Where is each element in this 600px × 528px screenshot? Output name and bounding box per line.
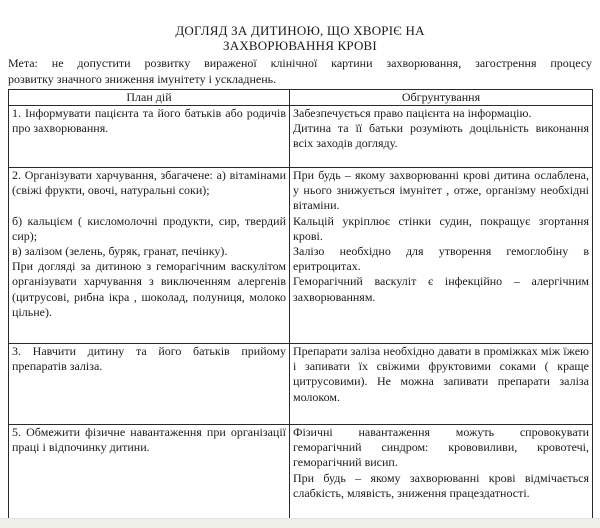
justification-cell	[290, 344, 593, 425]
cell-paragraph: Дитина та її батьки розуміють доцільність виконання всіх заходів догляду.	[293, 121, 589, 151]
column-header-justification: Обгрунтування	[290, 90, 593, 106]
cell-paragraph: 1. Інформувати пацієнта та його батьків або родичів про захворювання.	[12, 106, 286, 136]
plan-cell	[9, 168, 290, 344]
table-row	[9, 344, 593, 425]
goal-line-2: розвитку значного зниження імунітету і ускладнень.	[8, 71, 277, 86]
cell-paragraph: 5. Обмежити фізичне навантаження при організації праці і відпочинку дитини.	[12, 425, 286, 455]
cell-paragraph: Залізо необхідно для утворення гемоглобіну в еритроцитах.	[293, 244, 589, 274]
cell-paragraph: При догляді за дитиною з геморагічним васкулітом організувати харчування з виключенням алергенів (цитрусові, рибна ікра , шоколад, полуниця, молоко цільне).	[12, 259, 286, 319]
column-header-plan: План дій	[9, 90, 290, 106]
window-bottom-strip	[0, 518, 600, 528]
cell-paragraph: Кальцій укріплює стінки судин, покращує згортання крові.	[293, 213, 589, 243]
cell-paragraph: 2. Організувати харчування, збагачене: а) вітамінами (свіжі фрукти, овочі, натуральні соки);	[12, 168, 286, 198]
document-title-line-1: ДОГЛЯД ЗА ДИТИНОЮ, ЩО ХВОРІЄ НА	[175, 23, 425, 38]
justification-cell	[290, 168, 593, 344]
goal-line-1: Мета: не допустити розвитку вираженої клінічної картини захворювання, загострення процесу	[8, 56, 592, 70]
justification-cell	[290, 106, 593, 168]
justification-cell	[290, 425, 593, 519]
document-title	[8, 23, 592, 53]
cell-paragraph: Фізичні навантаження можуть спровокувати геморагічний синдром: крововиливи, кровотечі, геморагічний висип.	[293, 425, 589, 470]
care-plan-table	[8, 89, 593, 519]
cell-paragraph	[12, 198, 286, 213]
goal-paragraph	[8, 56, 592, 87]
table-row	[9, 106, 593, 168]
cell-paragraph: При будь – якому захворюванні крові відмічається слабкість, млявість, зниження працездатності.	[293, 470, 589, 500]
cell-paragraph: Забезпечується право пацієнта на інформацію.	[293, 106, 532, 120]
cell-paragraph: б) кальцієм ( кисломолочні продукти, сир, твердий сир);	[12, 213, 286, 243]
table-row	[9, 425, 593, 519]
table-header-row	[9, 90, 593, 106]
table-row	[9, 168, 593, 344]
plan-cell	[9, 106, 290, 168]
document-title-line-2: ЗАХВОРЮВАННЯ КРОВІ	[223, 38, 377, 53]
cell-paragraph: Препарати заліза необхідно давати в проміжках між їжею і запивати їх свіжими фруктовими соками ( краще цитрусовими). Не можна запивати препарати заліза молоком.	[293, 344, 589, 404]
plan-cell	[9, 344, 290, 425]
plan-cell	[9, 425, 290, 519]
cell-paragraph: в) залізом (зелень, буряк, гранат, печінку).	[12, 244, 228, 259]
cell-paragraph: Геморагічний васкуліт є інфекційно – алергічним захворюванням.	[293, 274, 589, 304]
cell-paragraph: При будь – якому захворюванні крові дитина ослаблена, у нього знижується імунітет , отже, організму необхідні вітаміни.	[293, 168, 589, 213]
cell-paragraph: 3. Навчити дитину та його батьків прийому препаратів заліза.	[12, 344, 286, 374]
